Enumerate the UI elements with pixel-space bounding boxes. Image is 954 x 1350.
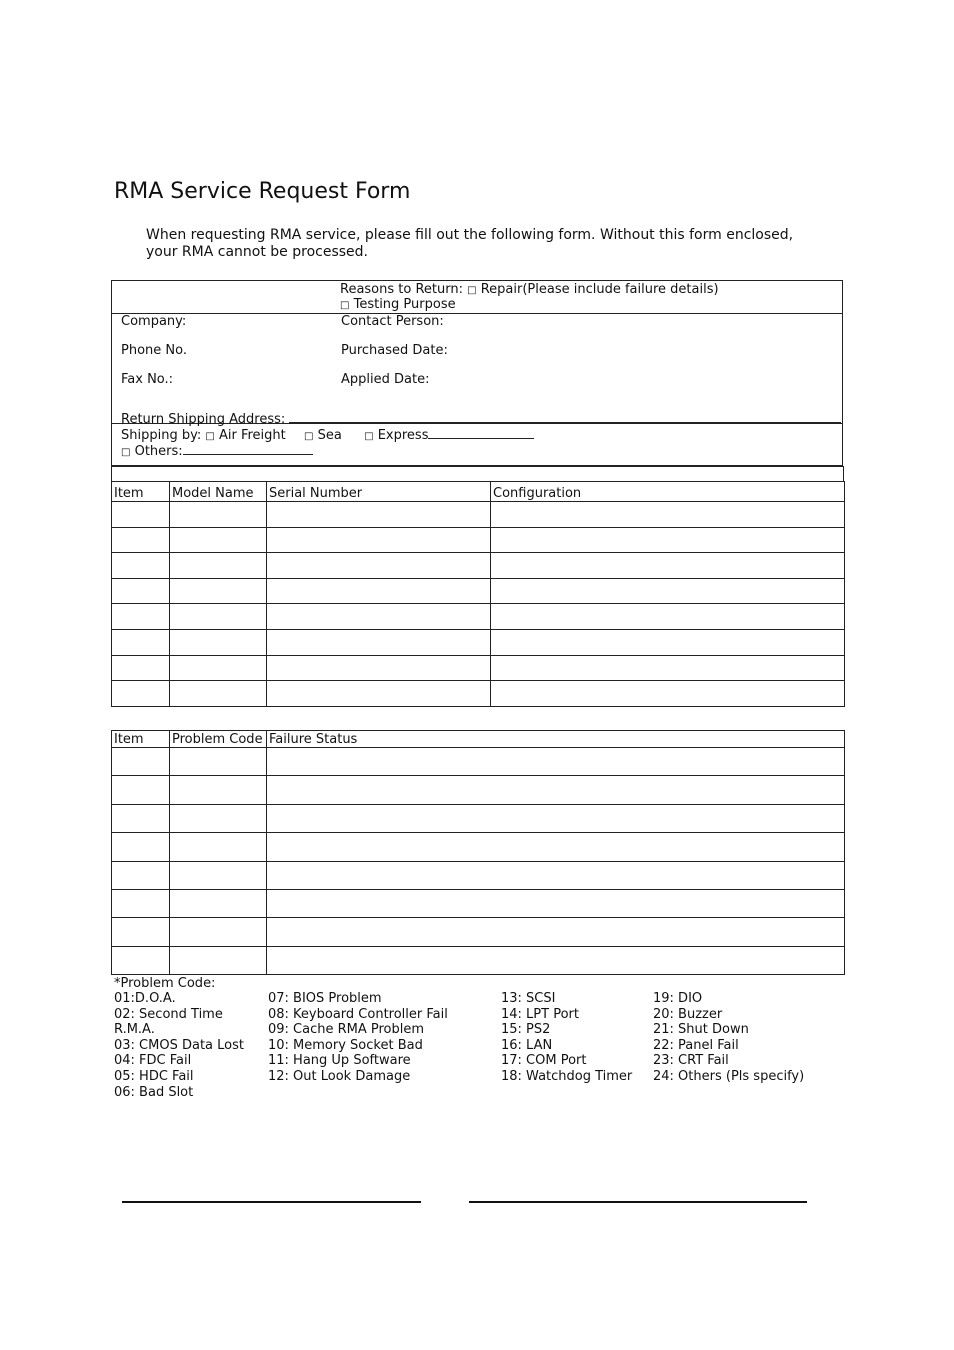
- cell[interactable]: [112, 629, 170, 655]
- cell[interactable]: [491, 578, 845, 604]
- cell[interactable]: [112, 889, 170, 917]
- cell[interactable]: [267, 553, 491, 579]
- cell[interactable]: [112, 502, 170, 528]
- cell[interactable]: [267, 578, 491, 604]
- sea-label: Sea: [317, 428, 342, 443]
- cell[interactable]: [112, 918, 170, 946]
- testing-checkbox[interactable]: □: [340, 300, 350, 311]
- cell[interactable]: [170, 861, 267, 889]
- cell[interactable]: [112, 578, 170, 604]
- cell[interactable]: [491, 502, 845, 528]
- problem-codes-col-3: [501, 991, 632, 1085]
- cell[interactable]: [267, 527, 491, 553]
- cell[interactable]: [491, 604, 845, 630]
- repair-label: Repair(Please include failure details): [480, 282, 719, 297]
- table-header-row: [112, 731, 845, 748]
- cell[interactable]: [112, 804, 170, 832]
- cell[interactable]: [112, 833, 170, 861]
- contact-person-field[interactable]: Contact Person:: [341, 314, 444, 329]
- list-item: 03: CMOS Data Lost: [114, 1037, 244, 1053]
- testing-line: [340, 297, 456, 312]
- cell[interactable]: [170, 946, 267, 974]
- cell[interactable]: [267, 861, 845, 889]
- cell[interactable]: [112, 946, 170, 974]
- list-item: 05: HDC Fail: [114, 1068, 194, 1084]
- list-item: 20: Buzzer: [653, 1006, 723, 1022]
- cell[interactable]: [170, 578, 267, 604]
- cell[interactable]: [170, 553, 267, 579]
- cell[interactable]: [170, 776, 267, 804]
- list-item: 12: Out Look Damage: [268, 1068, 411, 1084]
- table-row: [112, 833, 845, 861]
- table-row: [112, 578, 845, 604]
- table-header-row: [112, 482, 845, 502]
- cell[interactable]: [170, 604, 267, 630]
- table-row: [112, 681, 845, 707]
- cell[interactable]: [170, 681, 267, 707]
- table-row: [112, 918, 845, 946]
- testing-label: Testing Purpose: [353, 297, 456, 312]
- express-checkbox[interactable]: □: [364, 431, 374, 442]
- table-row: [112, 655, 845, 681]
- header-configuration: Configuration: [491, 482, 845, 502]
- cell[interactable]: [112, 861, 170, 889]
- cell[interactable]: [267, 655, 491, 681]
- table-row: [112, 502, 845, 528]
- cell[interactable]: [170, 804, 267, 832]
- list-item: 08: Keyboard Controller Fail: [268, 1006, 448, 1022]
- intro-line-1: When requesting RMA service, please fill out the following form. Without this form enclosed,: [146, 227, 794, 243]
- air-freight-label: Air Freight: [218, 428, 286, 443]
- list-item: 21: Shut Down: [653, 1022, 749, 1038]
- cell[interactable]: [170, 918, 267, 946]
- cell[interactable]: [267, 833, 845, 861]
- table-row: [112, 889, 845, 917]
- table-row: [112, 861, 845, 889]
- cell[interactable]: [170, 889, 267, 917]
- table-row: [112, 748, 845, 776]
- problems-table: [111, 730, 845, 975]
- problem-code-title: *Problem Code:: [114, 976, 216, 991]
- header-model-name: Model Name: [170, 482, 267, 502]
- cell[interactable]: [491, 655, 845, 681]
- page-title: RMA Service Request Form: [114, 179, 411, 204]
- header-item: Item: [112, 482, 170, 502]
- cell[interactable]: [267, 804, 845, 832]
- cell[interactable]: [112, 527, 170, 553]
- cell[interactable]: [267, 604, 491, 630]
- cell[interactable]: [267, 502, 491, 528]
- list-item: 16: LAN: [501, 1037, 553, 1053]
- purchased-date-field[interactable]: Purchased Date:: [341, 343, 448, 358]
- cell[interactable]: [267, 889, 845, 917]
- intro-line-2: your RMA cannot be processed.: [146, 244, 368, 260]
- cell[interactable]: [112, 604, 170, 630]
- cell[interactable]: [267, 918, 845, 946]
- list-item: 23: CRT Fail: [653, 1053, 729, 1069]
- cell[interactable]: [491, 553, 845, 579]
- list-item: 22: Panel Fail: [653, 1037, 739, 1053]
- list-item: 02: Second Time: [114, 1006, 223, 1022]
- cell[interactable]: [491, 527, 845, 553]
- list-item: 17: COM Port: [501, 1053, 587, 1069]
- list-item: 15: PS2: [501, 1022, 551, 1038]
- cell[interactable]: [491, 629, 845, 655]
- list-item: 01:D.O.A.: [114, 991, 176, 1006]
- cell[interactable]: [170, 748, 267, 776]
- cell[interactable]: [267, 946, 845, 974]
- return-address-label: Return Shipping Address:: [121, 412, 286, 427]
- cell[interactable]: [267, 629, 491, 655]
- list-item: 24: Others (Pls specify): [653, 1068, 805, 1084]
- phone-field[interactable]: Phone No.: [121, 343, 187, 358]
- table-row: [112, 629, 845, 655]
- divider: [111, 313, 843, 314]
- cell[interactable]: [267, 748, 845, 776]
- cell[interactable]: [170, 655, 267, 681]
- cell[interactable]: [112, 655, 170, 681]
- cell[interactable]: [170, 502, 267, 528]
- cell[interactable]: [267, 776, 845, 804]
- reasons-label: Reasons to Return:: [340, 282, 463, 297]
- problem-codes-col-2: [268, 991, 448, 1085]
- signature-line-left[interactable]: [122, 1201, 421, 1203]
- list-item: 06: Bad Slot: [114, 1084, 194, 1100]
- items-table: [111, 481, 845, 707]
- table-row: [112, 776, 845, 804]
- table-row: [112, 604, 845, 630]
- air-freight-checkbox[interactable]: □: [205, 431, 215, 442]
- cell[interactable]: [170, 833, 267, 861]
- express-label: Express: [377, 428, 429, 443]
- list-item: 09: Cache RMA Problem: [268, 1022, 425, 1038]
- header-failure-status: Failure Status: [267, 731, 845, 748]
- list-item: 13: SCSI: [501, 991, 556, 1006]
- cell[interactable]: [491, 681, 845, 707]
- company-field[interactable]: Company:: [121, 314, 187, 329]
- cell[interactable]: [112, 681, 170, 707]
- applied-date-field[interactable]: Applied Date:: [341, 372, 430, 387]
- table-row: [112, 527, 845, 553]
- cell[interactable]: [112, 553, 170, 579]
- table-row: [112, 946, 845, 974]
- cell[interactable]: [112, 776, 170, 804]
- list-item: 18: Watchdog Timer: [501, 1068, 633, 1084]
- express-line[interactable]: [428, 425, 534, 439]
- list-item: R.M.A.: [114, 1022, 155, 1038]
- list-item: 07: BIOS Problem: [268, 991, 382, 1006]
- table-row: [112, 804, 845, 832]
- header-serial-number: Serial Number: [267, 482, 491, 502]
- problem-codes-col-4: [653, 991, 804, 1085]
- fax-field[interactable]: Fax No.:: [121, 372, 174, 387]
- cell[interactable]: [267, 681, 491, 707]
- cell[interactable]: [170, 527, 267, 553]
- list-item: 04: FDC Fail: [114, 1053, 192, 1069]
- header-item: Item: [112, 731, 170, 748]
- cell[interactable]: [170, 629, 267, 655]
- repair-checkbox[interactable]: □: [467, 285, 477, 296]
- problem-codes-col-1: [114, 991, 244, 1100]
- list-item: 10: Memory Socket Bad: [268, 1037, 423, 1053]
- reasons-line: [340, 282, 719, 297]
- list-item: 14: LPT Port: [501, 1006, 579, 1022]
- table-spacer: [111, 466, 844, 482]
- sea-checkbox[interactable]: □: [304, 431, 314, 442]
- signature-line-right[interactable]: [469, 1201, 807, 1203]
- cell[interactable]: [112, 748, 170, 776]
- others-line: [121, 441, 313, 459]
- others-checkbox[interactable]: □: [121, 447, 131, 458]
- return-address-line[interactable]: [289, 409, 841, 423]
- table-row: [112, 553, 845, 579]
- header-problem-code: Problem Code: [170, 731, 267, 748]
- shipping-label: Shipping by:: [121, 428, 202, 443]
- list-item: 19: DIO: [653, 991, 703, 1006]
- others-line-blank[interactable]: [183, 441, 313, 455]
- others-label: Others:: [134, 444, 183, 459]
- list-item: 11: Hang Up Software: [268, 1053, 411, 1069]
